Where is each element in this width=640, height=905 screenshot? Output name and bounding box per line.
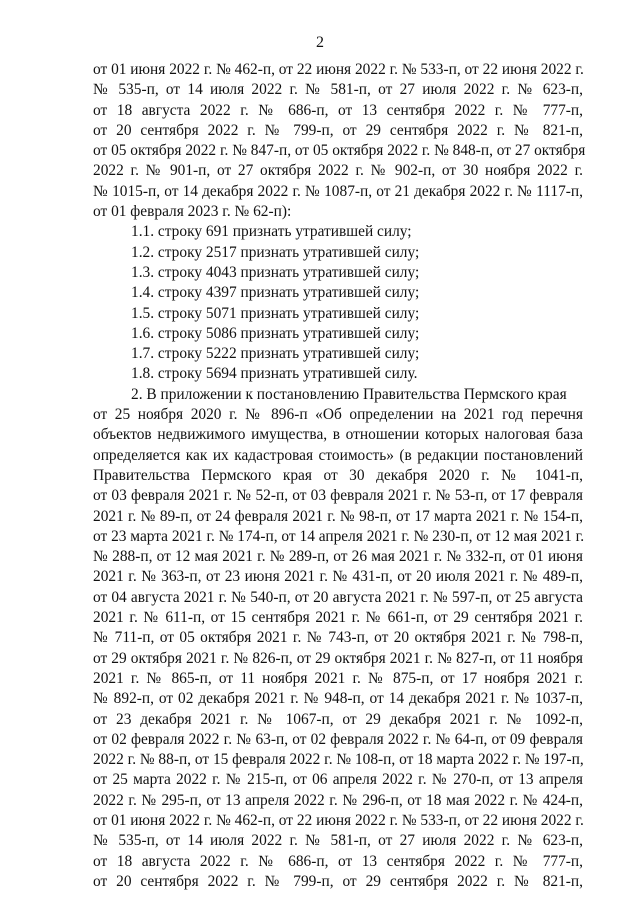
- text-line: 2021 г. № 89-п, от 24 февраля 2021 г. № 98-п, от 17 марта 2021 г. № 154-п,: [93, 507, 583, 525]
- list-item: 1.8. строку 5694 признать утратившей силу.: [131, 365, 418, 383]
- page-number: 2: [316, 34, 324, 51]
- text-line: от 29 октября 2021 г. № 826-п, от 29 октября 2021 г. № 827-п, от 11 ноября: [93, 649, 583, 667]
- text-line: от 23 декабря 2021 г. № 1067-п, от 29 декабря 2021 г. № 1092-п,: [93, 710, 583, 728]
- text-line: от 01 июня 2022 г. № 462-п, от 22 июня 2022 г. № 533-п, от 22 июня 2022 г.: [93, 811, 584, 829]
- text-line: от 25 марта 2022 г. № 215-п, от 06 апреля 2022 г. № 270-п, от 13 апреля: [93, 771, 583, 789]
- text-line: 2022 г. № 295-п, от 13 апреля 2022 г. № 296-п, от 18 мая 2022 г. № 424-п,: [93, 791, 583, 809]
- text-line: № 711-п, от 05 октября 2021 г. № 743-п, от 20 октября 2021 г. № 798-п,: [93, 629, 583, 647]
- text-line: 2. В приложении к постановлению Правительства Пермского края: [131, 385, 567, 403]
- text-line: от 20 сентября 2022 г. № 799-п, от 29 сентября 2022 г. № 821-п,: [93, 872, 583, 890]
- list-item: 1.5. строку 5071 признать утратившей силу;: [131, 304, 420, 322]
- text-line: от 05 октября 2022 г. № 847-п, от 05 октября 2022 г. № 848-п, от 27 октября: [93, 142, 586, 160]
- text-line: от 25 ноября 2020 г. № 896-п «Об определении на 2021 год перечня: [93, 406, 583, 424]
- list-item: 1.1. строку 691 признать утратившей силу;: [131, 223, 412, 241]
- text-line: определяется как их кадастровая стоимость» (в редакции постановлений: [93, 446, 583, 464]
- text-line: от 04 августа 2021 г. № 540-п, от 20 августа 2021 г. № 597-п, от 25 августа: [93, 588, 583, 606]
- text-line: от 01 февраля 2023 г. № 62-п):: [93, 203, 292, 221]
- text-line: 2022 г. № 88-п, от 15 февраля 2022 г. № 108-п, от 18 марта 2022 г. № 197-п,: [93, 751, 584, 769]
- text-line: 2021 г. № 363-п, от 23 июня 2021 г. № 431-п, от 20 июля 2021 г. № 489-п,: [93, 568, 583, 586]
- text-line: № 892-п, от 02 декабря 2021 г. № 948-п, от 14 декабря 2021 г. № 1037-п,: [93, 690, 583, 708]
- text-line: № 1015-п, от 14 декабря 2022 г. № 1087-п, от 21 декабря 2022 г. № 1117-п,: [93, 182, 583, 200]
- text-line: 2021 г. № 611-п, от 15 сентября 2021 г. № 661-п, от 29 сентября 2021 г.: [93, 609, 583, 627]
- text-line: объектов недвижимого имущества, в отношении которых налоговая база: [93, 426, 583, 444]
- text-line: от 03 февраля 2021 г. № 52-п, от 03 февраля 2021 г. № 53-п, от 17 февраля: [93, 487, 583, 505]
- text-line: от 20 сентября 2022 г. № 799-п, от 29 сентября 2022 г. № 821-п,: [93, 121, 583, 139]
- text-line: 2022 г. № 901-п, от 27 октября 2022 г. № 902-п, от 30 ноября 2022 г.: [93, 162, 583, 180]
- text-line: от 18 августа 2022 г. № 686-п, от 13 сентября 2022 г. № 777-п,: [93, 101, 583, 119]
- list-item: 1.4. строку 4397 признать утратившей силу;: [131, 284, 420, 302]
- text-line: от 02 февраля 2022 г. № 63-п, от 02 февраля 2022 г. № 64-п, от 09 февраля: [93, 730, 583, 748]
- list-item: 1.6. строку 5086 признать утратившей силу;: [131, 324, 420, 342]
- text-line: от 01 июня 2022 г. № 462-п, от 22 июня 2022 г. № 533-п, от 22 июня 2022 г.: [93, 61, 584, 78]
- text-line: от 18 августа 2022 г. № 686-п, от 13 сентября 2022 г. № 777-п,: [93, 852, 583, 870]
- list-item: 1.3. строку 4043 признать утратившей силу;: [131, 263, 420, 281]
- text-line: № 288-п, от 12 мая 2021 г. № 289-п, от 26 мая 2021 г. № 332-п, от 01 июня: [93, 548, 583, 566]
- text-line: № 535-п, от 14 июля 2022 г. № 581-п, от 27 июля 2022 г. № 623-п,: [93, 81, 583, 99]
- text-line: от 23 марта 2021 г. № 174-п, от 14 апреля 2021 г. № 230-п, от 12 мая 2021 г.: [93, 527, 585, 545]
- text-line: № 535-п, от 14 июля 2022 г. № 581-п, от 27 июля 2022 г. № 623-п,: [93, 832, 583, 850]
- document-body: [93, 60, 586, 892]
- text-line: Правительства Пермского края от 30 декабря 2020 г. № 1041-п,: [93, 466, 583, 484]
- list-item: 1.2. строку 2517 признать утратившей силу;: [131, 243, 420, 261]
- text-line: 2021 г. № 865-п, от 11 ноября 2021 г. № 875-п, от 17 ноября 2021 г.: [93, 669, 583, 687]
- list-item: 1.7. строку 5222 признать утратившей силу;: [131, 345, 420, 363]
